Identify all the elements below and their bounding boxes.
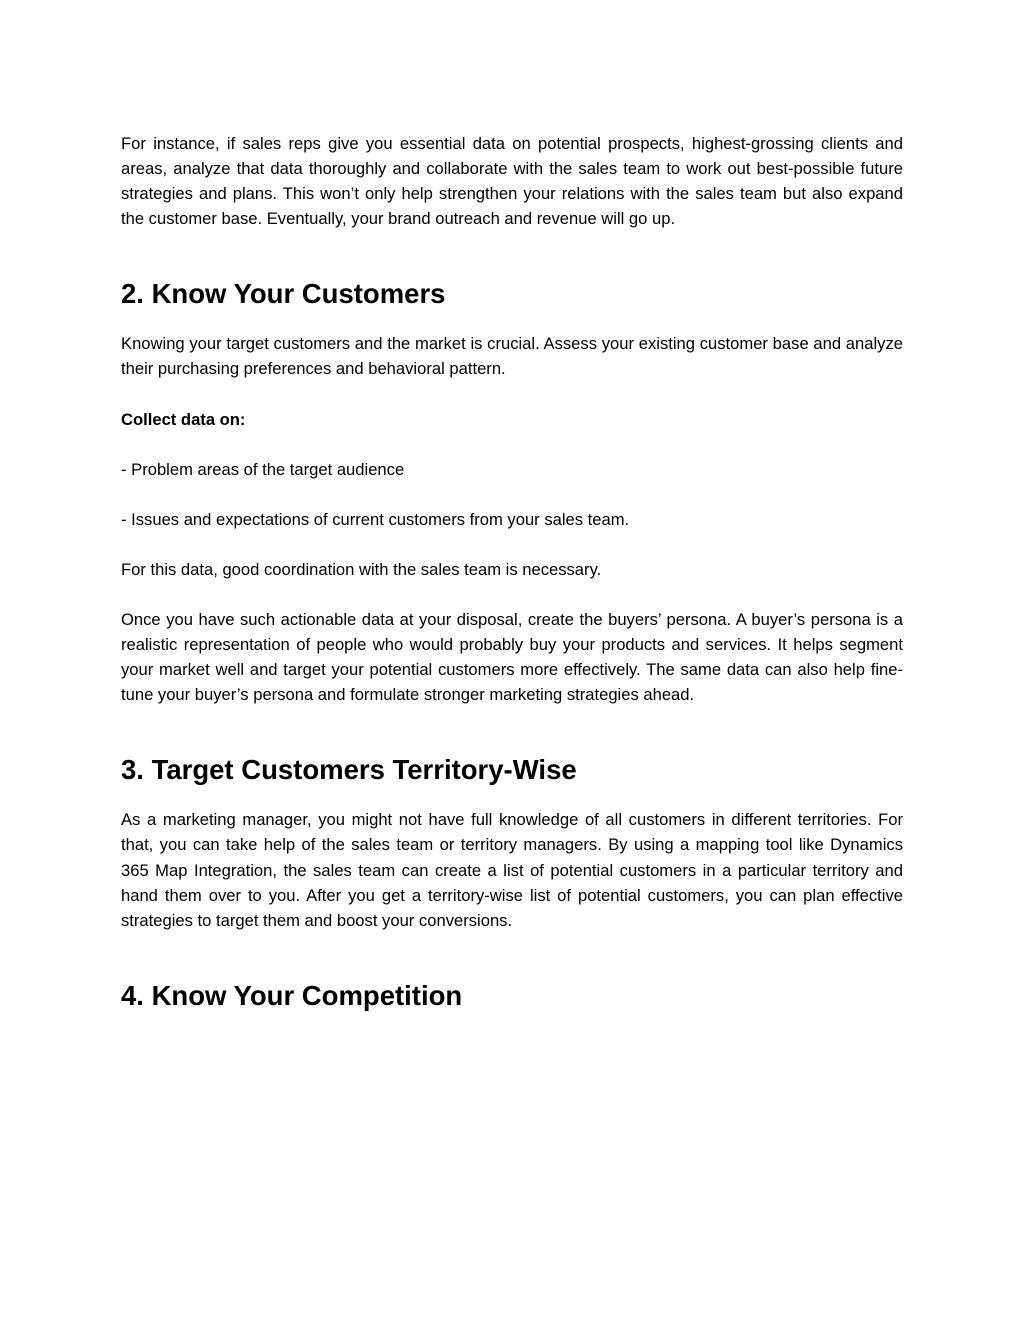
section-3-heading: 3. Target Customers Territory-Wise [121,754,577,786]
document-body [121,131,903,1013]
collect-data-label: Collect data on: [121,409,246,429]
bullet-item-2: - Issues and expectations of current customers from your sales team. [121,509,630,529]
section-4-heading: 4. Know Your Competition [121,979,463,1011]
intro-paragraph: For instance, if sales reps give you essential data on potential prospects, highest-grossing clients and areas, analyze that data thoroughly and collaborate with the sales team to work out best-possible future strategies and plans. This won’t only help strengthen your relations with the sales team but also expand the customer base. Eventually, your brand outreach and revenue will go up. [121,134,903,229]
section-3-paragraph-1: As a marketing manager, you might not have full knowledge of all customers in different territories. For that, you can take help of the sales team or territory managers. By using a mapping tool like Dynamics 365 Map Integration, the sales team can create a list of potential customers in a particular territory and hand them over to you. After you get a territory-wise list of potential customers, you can plan effective strategies to target them and boost your conversions. [121,810,903,930]
section-2-heading: 2. Know Your Customers [121,278,446,310]
section-2-paragraph-3: Once you have such actionable data at your disposal, create the buyers’ persona. A buyer’s persona is a realistic representation of people who would probably buy your products and services. It helps segment your market well and target your potential customers more effectively. The same data can also help fine-tune your buyer’s persona and formulate stronger marketing strategies ahead. [121,609,903,705]
section-2-paragraph-2: For this data, good coordination with the sales team is necessary. [121,559,602,579]
bullet-item-1: - Problem areas of the target audience [121,459,405,479]
section-2-paragraph-1: Knowing your target customers and the market is crucial. Assess your existing customer base and analyze their purchasing preferences and behavioral pattern. [121,334,903,379]
